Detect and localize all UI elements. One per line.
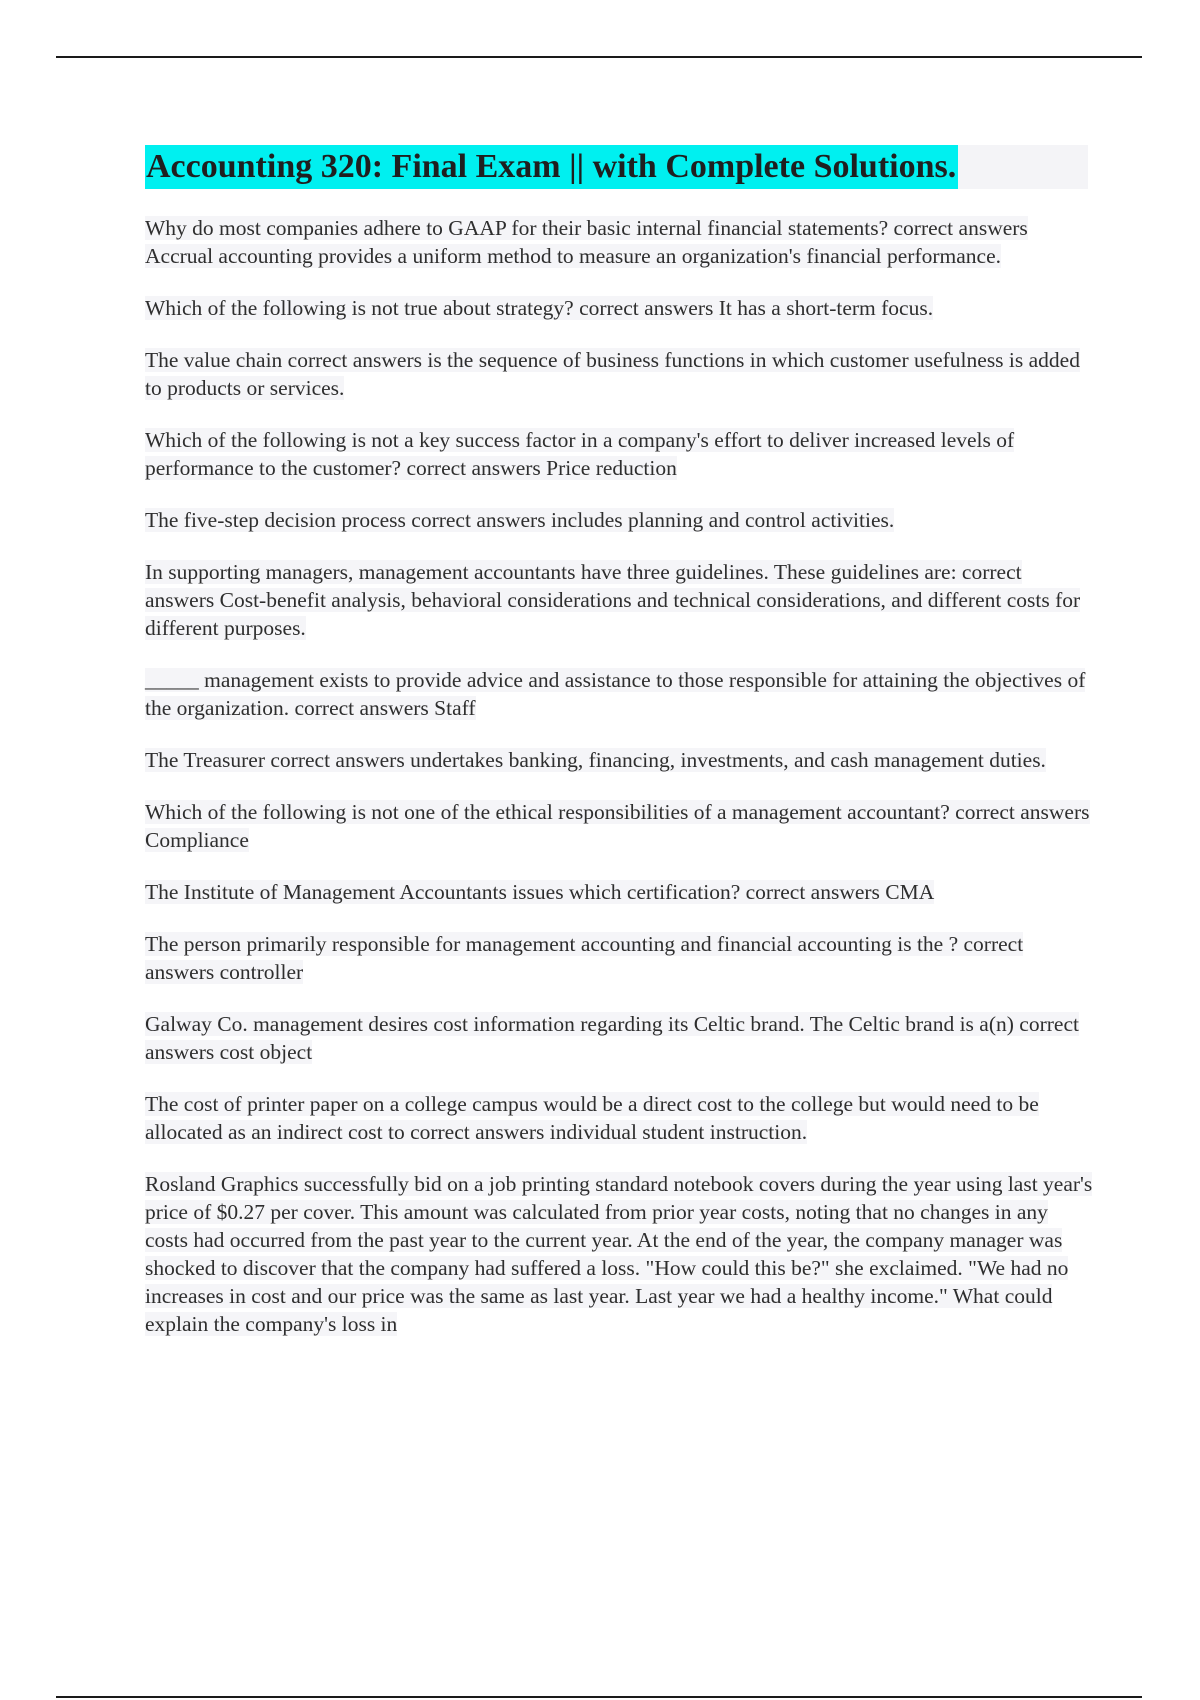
qa-item: Which of the following is not a key success factor in a company's effort to deliver increased levels of performance to the customer? correct answers Price reduction [145, 428, 1015, 480]
qa-item: The Treasurer correct answers undertakes banking, financing, investments, and cash management duties. [145, 748, 1046, 772]
qa-item: The five-step decision process correct answers includes planning and control activities. [145, 508, 895, 532]
qa-item: Which of the following is not one of the ethical responsibilities of a management accountant? correct answers Compliance [145, 800, 1090, 852]
qa-item: Galway Co. management desires cost information regarding its Celtic brand. The Celtic brand is a(n) correct answers cost object [145, 1012, 1079, 1064]
qa-item: The value chain correct answers is the sequence of business functions in which customer usefulness is added to products or services. [145, 348, 1080, 400]
bottom-rule [56, 1696, 1142, 1698]
document-body [145, 214, 1095, 1362]
qa-item: Which of the following is not true about strategy? correct answers It has a short-term focus. [145, 296, 934, 320]
qa-item: The cost of printer paper on a college campus would be a direct cost to the college but would need to be allocated as an indirect cost to correct answers individual student instruction. [145, 1092, 1039, 1144]
document-title: Accounting 320: Final Exam || with Complete Solutions. [145, 145, 958, 189]
qa-item: Rosland Graphics successfully bid on a job printing standard notebook covers during the year using last year's price of $0.27 per cover. This amount was calculated from prior year costs, noting that no changes in any costs had occurred from the past year to the current year. At the end of the year, the company manager was shocked to discover that the company had suffered a loss. "How could this be?" she exclaimed. "We had no increases in cost and our price was the same as last year. Last year we had a healthy income." What could explain the company's loss in [145, 1172, 1093, 1336]
qa-item: Why do most companies adhere to GAAP for their basic internal financial statements? correct answers Accrual accounting provides a uniform method to measure an organization's financial performance. [145, 216, 1028, 268]
qa-item: _____ management exists to provide advice and assistance to those responsible for attaining the objectives of the organization. correct answers Staff [145, 668, 1086, 720]
top-rule [56, 56, 1142, 58]
qa-item: The Institute of Management Accountants issues which certification? correct answers CMA [145, 880, 935, 904]
qa-item: The person primarily responsible for management accounting and financial accounting is the ? correct answers controller [145, 932, 1024, 984]
qa-item: In supporting managers, management accountants have three guidelines. These guidelines are: correct answers Cost-benefit analysis, behavioral considerations and technical considerations, and different costs for different purposes. [145, 560, 1081, 640]
